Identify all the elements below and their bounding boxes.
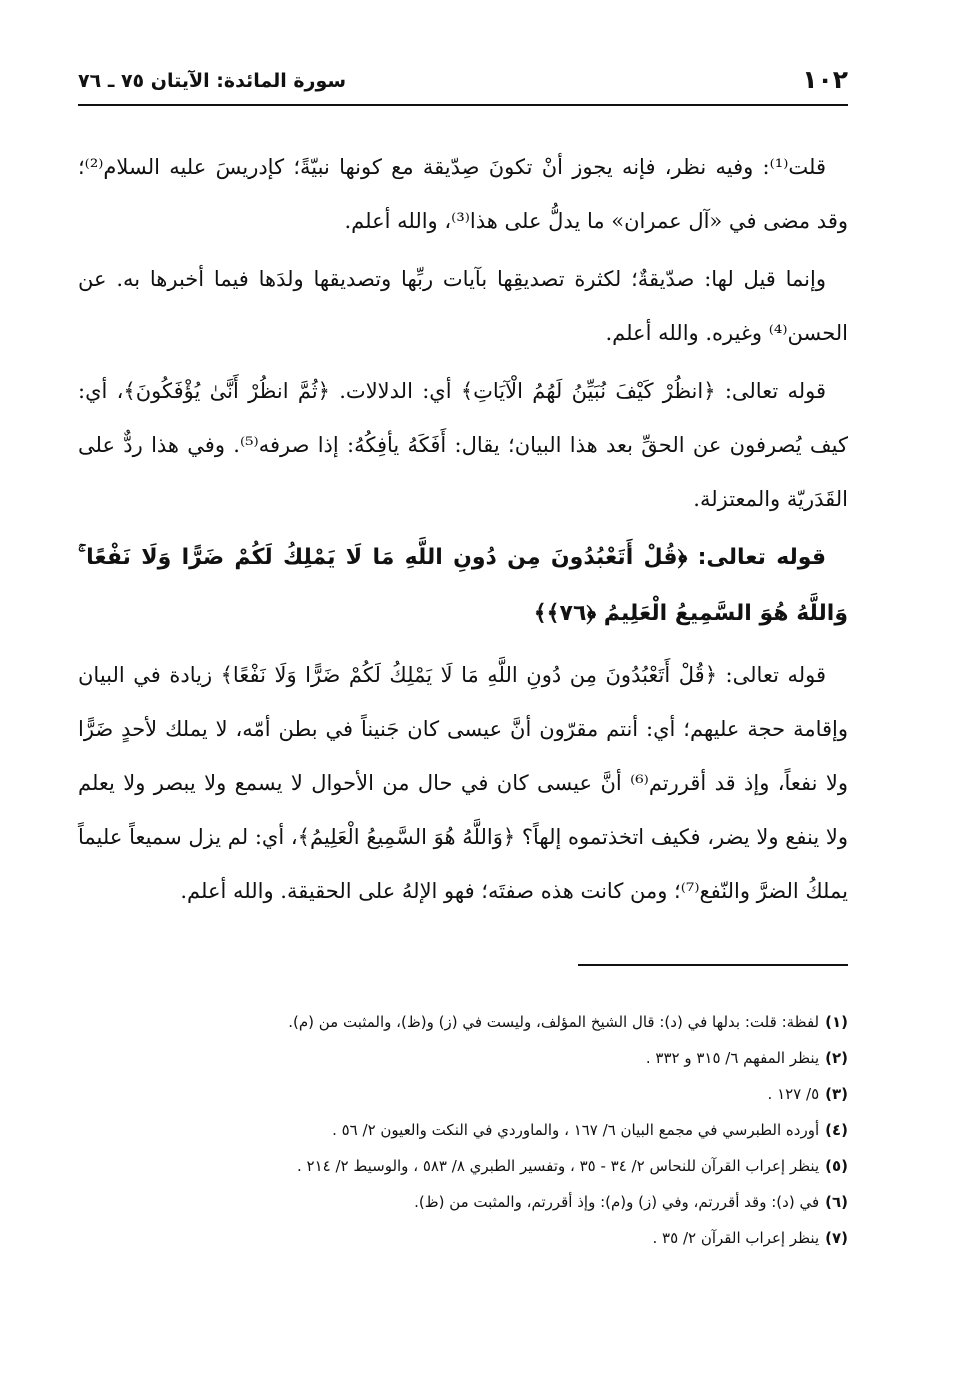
footnote-text: أورده الطبرسي في مجمع البيان ٦/ ١٦٧ ، والماوردي في النكت والعيون ٢/ ٥٦ . <box>332 1121 820 1139</box>
footnote <box>78 1148 848 1184</box>
header-rule <box>78 104 848 106</box>
footnote <box>78 1004 848 1040</box>
footnote-number: (٢) <box>825 1049 848 1067</box>
footnote-text: ٥/ ١٢٧ . <box>767 1085 820 1103</box>
paragraph-verse-76-commentary: قوله تعالى: ﴿قُلْ أَتَعْبُدُونَ مِن دُونِ اللَّهِ مَا لَا يَمْلِكُ لَكُمْ ضَرًّا وَلَا نَفْعًا﴾ زيادة في البيان وإقامة حجة عليهم؛ أي: أنتم مقرّون أنَّ عيسى كان جَنيناً في بطن أمّه، لا يملك لأحدٍ ضَرًّا ولا نفعاً، وإذ قد أقررتم⁽⁶⁾ أنَّ عيسى كان في حال من الأحوال لا يسمع ولا يبصر ولا يعلم ولا ينفع ولا يضر، فكيف اتخذتموه إلهاً؟ ﴿وَاللَّهُ هُوَ السَّمِيعُ الْعَلِيمُ﴾، أي: لم يزل سميعاً عليماً يملكُ الضرَّ والنّفع⁽⁷⁾؛ ومن كانت هذه صفتَه؛ فهو الإلهُ على الحقيقة. والله أعلم. <box>78 663 848 903</box>
main-text <box>78 140 848 922</box>
footnote-number: (٣) <box>825 1085 848 1103</box>
footnote-separator <box>578 964 848 966</box>
footnote-number: (١) <box>825 1013 848 1031</box>
paragraph-siddiqa: وإنما قيل لها: صدّيقةٌ؛ لكثرة تصديقِها بآيات ربِّها وتصديقها ولدَها فيما أخبرها به. عن الحسن⁽⁴⁾ وغيره. والله أعلم. <box>78 267 848 345</box>
footnote-number: (٥) <box>825 1157 848 1175</box>
footnotes <box>78 1004 848 1256</box>
footnote <box>78 1112 848 1148</box>
footnote <box>78 1220 848 1256</box>
footnote-text: ينظر إعراب القرآن ٢/ ٣٥ . <box>652 1229 820 1247</box>
footnote <box>78 1040 848 1076</box>
footnote-number: (٧) <box>825 1229 848 1247</box>
page-header <box>78 62 848 102</box>
page-number: ١٠٢ <box>802 65 848 94</box>
footnote-number: (٦) <box>825 1193 848 1211</box>
footnote-text: ينظر إعراب القرآن للنحاس ٢/ ٣٤ - ٣٥ ، وتفسير الطبري ٨/ ٥٨٣ ، والوسيط ٢/ ٢١٤ . <box>296 1157 820 1175</box>
running-title: سورة المائدة: الآيتان ٧٥ ـ ٧٦ <box>78 70 347 92</box>
verse-heading: قوله تعالى: ﴿قُلْ أَتَعْبُدُونَ مِن دُونِ اللَّهِ مَا لَا يَمْلِكُ لَكُمْ ضَرًّا وَلَا نَفْعًا ۚ وَاللَّهُ هُوَ السَّمِيعُ الْعَلِيمُ ﴿٧٦﴾﴾ <box>78 545 848 626</box>
footnote <box>78 1184 848 1220</box>
footnote-number: (٤) <box>825 1121 848 1139</box>
footnote-text: ينظر المفهم ٦/ ٣١٥ و ٣٣٢ . <box>645 1049 820 1067</box>
footnote-text: في (د): وقد أقررتم، وفي (ز) و(م): وإذ أقررتم، والمثبت من (ظ). <box>414 1193 820 1211</box>
paragraph-verse-75-commentary: قوله تعالى: ﴿انظُرْ كَيْفَ نُبَيِّنُ لَهُمُ الْآيَاتِ﴾ أي: الدلالات. ﴿ثُمَّ انظُرْ أَنَّىٰ يُؤْفَكُونَ﴾، أي: كيف يُصرفون عن الحقِّ بعد هذا البيان؛ يقال: أَفَكَهُ يأفِكُهُ: إذا صرفه⁽⁵⁾. وفي هذا ردٌّ على القَدَريّة والمعتزلة. <box>78 379 848 511</box>
footnote-text: لفظة: قلت: بدلها في (د): قال الشيخ المؤلف، وليست في (ز) و(ظ)، والمثبت من (م). <box>288 1013 820 1031</box>
footnote <box>78 1076 848 1112</box>
paragraph-qultu: قلت⁽¹⁾: وفيه نظر، فإنه يجوز أنْ تكونَ صِدّيقة مع كونها نبيّةً؛ كإدريسَ عليه السلام⁽²⁾؛ وقد مضى في «آل عمران» ما يدلُّ على هذا⁽³⁾، والله أعلم. <box>78 155 848 233</box>
